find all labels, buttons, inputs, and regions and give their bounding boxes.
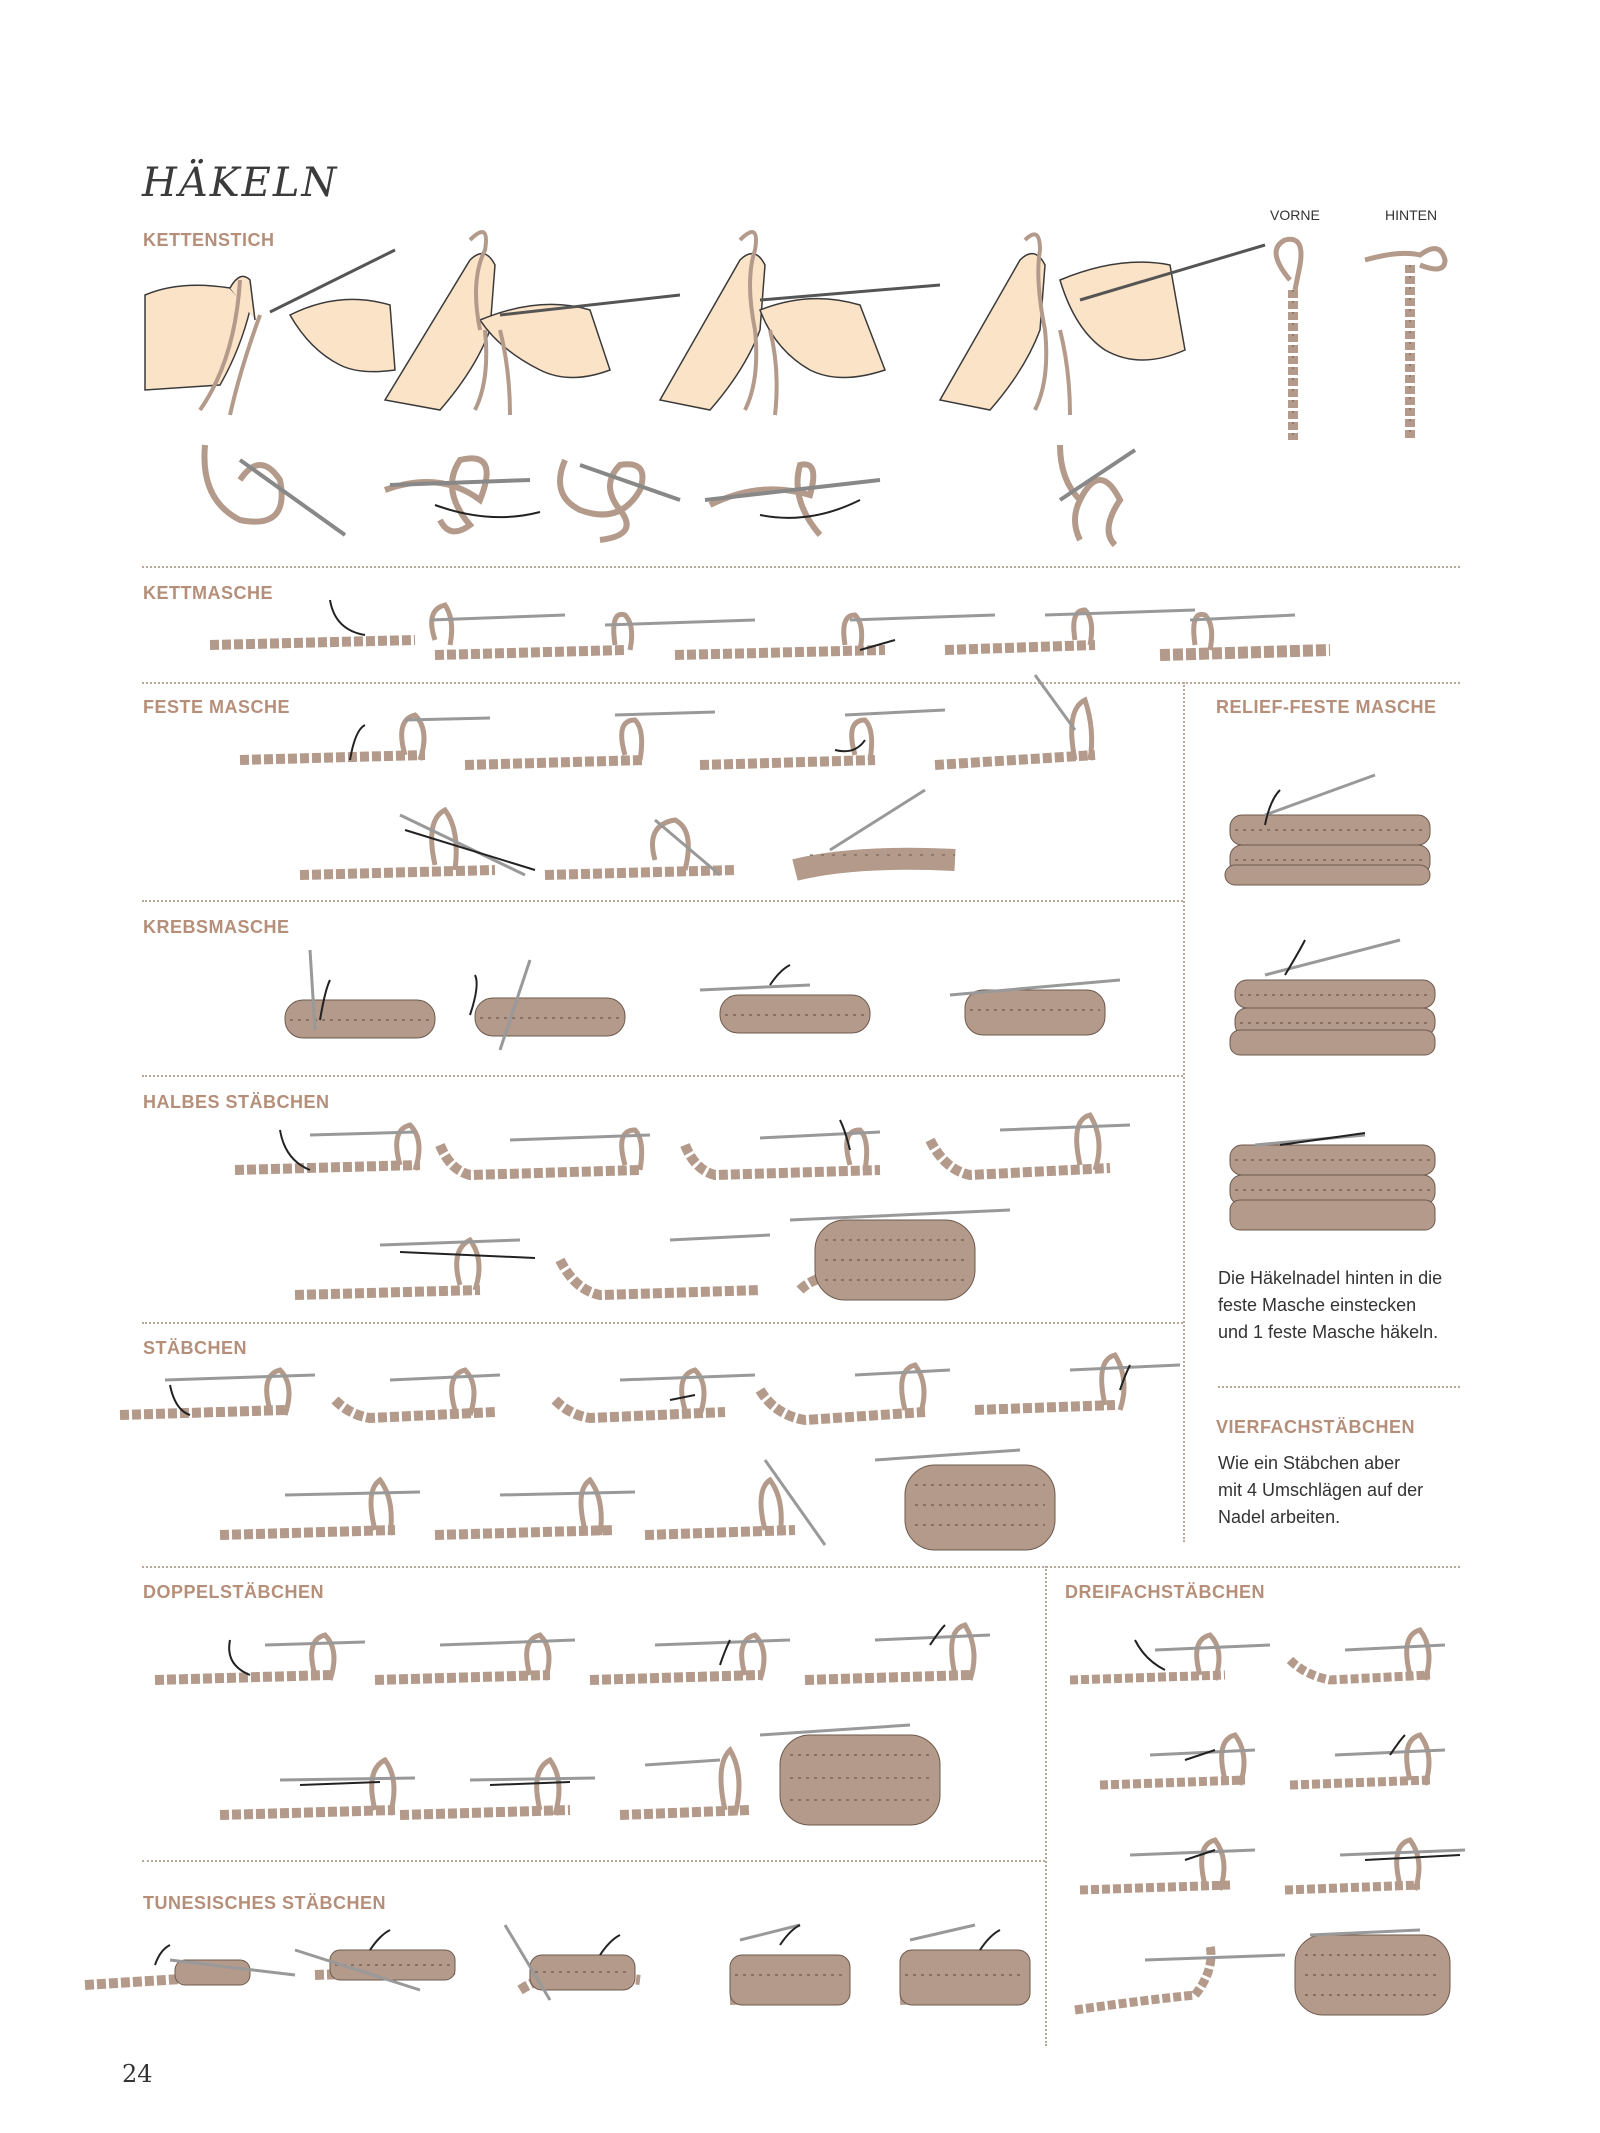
relief-text-line-3: und 1 feste Masche häkeln.: [1218, 1322, 1439, 1342]
section-title-tunesisches-staebchen: TUNESISCHES STÄBCHEN: [143, 1893, 387, 1913]
section-title-feste-masche: FESTE MASCHE: [143, 697, 291, 717]
relief-feste-masche-text: [1218, 1265, 1458, 1346]
label-hinten: HINTEN: [1385, 207, 1438, 223]
vierfachstaebchen-text: [1218, 1450, 1458, 1531]
section-title-kettmasche: KETTMASCHE: [143, 583, 273, 603]
vierfach-text-line-1: Wie ein Stäbchen aber: [1218, 1453, 1401, 1473]
feste-masche-illustrations: [235, 670, 1165, 895]
divider-kettenstich: [142, 566, 1460, 568]
section-title-vierfachstaebchen: VIERFACHSTÄBCHEN: [1216, 1417, 1416, 1437]
vierfach-text-line-3: Nadel arbeiten.: [1218, 1507, 1341, 1527]
section-title-dreifachstaebchen: DREIFACHSTÄBCHEN: [1065, 1582, 1266, 1602]
relief-feste-masche-illustrations: [1225, 745, 1445, 1245]
dreifachstaebchen-illustrations: [1065, 1600, 1475, 2020]
relief-text-line-1: Die Häkelnadel hinten in die: [1218, 1268, 1443, 1288]
krebsmasche-illustrations: [250, 940, 1110, 1060]
staebchen-illustrations: [115, 1340, 1175, 1560]
divider-dreifach-left: [1045, 1566, 1047, 2046]
section-title-staebchen: STÄBCHEN: [143, 1338, 248, 1358]
tunesisches-staebchen-illustrations: [80, 1905, 1040, 2025]
kettenstich-hands-illustration: [140, 220, 1260, 430]
divider-vierfach-top: [1218, 1386, 1460, 1388]
kettenstich-hinten-chain: [1360, 240, 1460, 450]
relief-text-line-2: feste Masche einstecken: [1218, 1295, 1417, 1315]
divider-staebchen: [142, 1566, 1460, 1568]
divider-krebsmasche: [142, 1075, 1183, 1077]
divider-right-column: [1183, 682, 1185, 1542]
doppelstaebchen-illustrations: [150, 1600, 1020, 1830]
section-title-kettenstich: KETTENSTICH: [143, 230, 275, 250]
kettenstich-vorne-chain: [1265, 235, 1325, 445]
section-title-krebsmasche: KREBSMASCHE: [143, 917, 290, 937]
divider-doppelstaebchen: [142, 1860, 1045, 1862]
divider-halbes-staebchen: [142, 1322, 1183, 1324]
section-title-halbes-staebchen: HALBES STÄBCHEN: [143, 1092, 330, 1112]
section-title-relief-feste-masche: RELIEF-FESTE MASCHE: [1216, 697, 1437, 717]
kettenstich-loop-illustrations: [200, 440, 1160, 550]
kettmasche-illustrations: [205, 590, 1335, 670]
divider-feste-masche: [142, 900, 1183, 902]
page-number: 24: [122, 2060, 153, 2088]
label-vorne: VORNE: [1270, 207, 1320, 223]
page-title: HÄKELN: [142, 160, 339, 206]
vierfach-text-line-2: mit 4 Umschlägen auf der: [1218, 1480, 1424, 1500]
section-title-doppelstaebchen: DOPPELSTÄBCHEN: [143, 1582, 325, 1602]
halbes-staebchen-illustrations: [230, 1100, 1150, 1310]
